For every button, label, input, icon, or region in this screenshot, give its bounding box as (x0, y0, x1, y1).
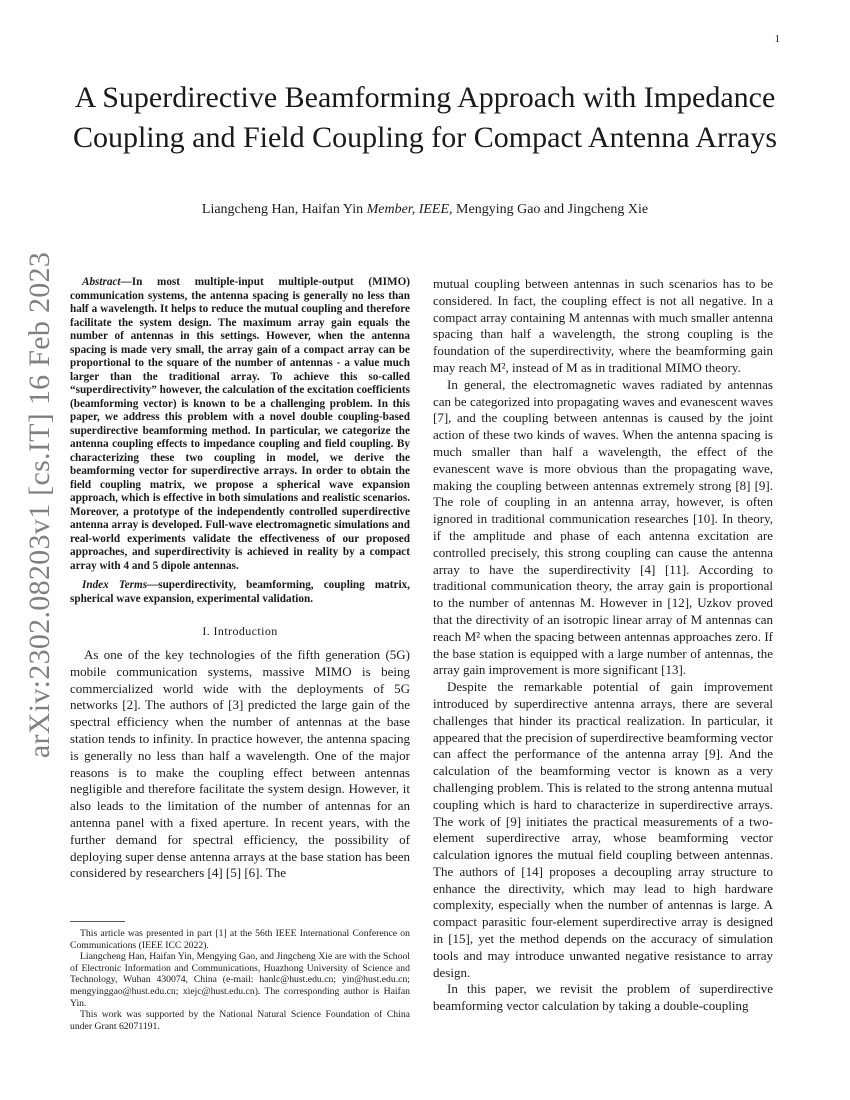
paper-title: A Superdirective Beamforming Approach with Impedance Coupling and Field Coupling for Compact Antenna Arrays (72, 81, 778, 154)
footnotes (70, 928, 410, 1032)
authors-part1: Liangcheng Han, Haifan Yin (201, 202, 367, 217)
author-membership: Member, IEEE (366, 202, 450, 217)
body-paragraph-4: In this paper, we revisit the problem of superdirective beamforming vector calculation by taking a double-coupling (433, 981, 773, 1014)
left-column (70, 276, 410, 882)
arxiv-identifier (20, 251, 60, 759)
index-terms (70, 579, 410, 606)
abstract (70, 276, 410, 573)
footnote-affiliations: Liangcheng Han, Haifan Yin, Mengying Gao, and Jingcheng Xie are with the School of Electronic Information and Communications, Huazhong University of Science and Technology, Wuhan 430074, China (e-mail: hanlc@hust.edu.cn; yin@hust.edu.cn; mengyinggao@hust.edu.cn; xiejc@hust.edu.cn). The corresponding author is Haifan Yin. (70, 951, 410, 1009)
body-paragraph-1: mutual coupling between antennas in such scenarios has to be considered. In fact, the coupling effect is not all negative. In a compact array containing M antennas with much smaller antenna spacing than half a wavelength, the strong coupling is the foundation of the superdirectivity, where the beamforming gain may reach M², instead of M as in traditional MIMO theory. (433, 276, 773, 375)
footnote-funding: This work was supported by the National Natural Science Foundation of China under Grant 62071191. (70, 1009, 410, 1032)
body-paragraph-2: In general, the electromagnetic waves radiated by antennas can be categorized into propagating waves and evanescent waves [7], and the coupling between antennas is caused by the joint action of these two kinds of waves. When the antenna spacing is much smaller than half a wavelength, the effect of the evanescent wave is more obvious than the propagating wave, making the coupling between antennas extremely strong [8] [9]. The role of coupling in an antenna array, however, is often ignored in traditional communication researches [10]. In theory, if the amplitude and phase of each antenna excitation are controlled precisely, this strong coupling can cause the antenna array to have the superdirectivity [4] [11]. According to traditional communication theory, the array gain is proportional to the number of antennas M. However in [12], Uzkov proved that the directivity of an isotropic linear array of M antennas can reach M² when the spacing between antennas approaches zero. If the base station is equipped with a large number of antennas, the array gain improvement is more significant [13]. (433, 376, 773, 678)
authors-part2: , Mengying Gao and Jingcheng Xie (449, 202, 649, 217)
index-terms-label: Index Terms (82, 579, 148, 591)
body-paragraph-3: Despite the remarkable potential of gain improvement introduced by superdirective antenna arrays, there are several challenges that hinder its practical realization. In particular, it appeared that the precision of superdirective beamforming vector can affect the performance of the antenna array [9]. And the calculation of the beamforming vector is known as a very challenging problem. This is related to the strong antenna mutual coupling which is hard to characterize in superdirective arrays. The work of [9] initiates the practical measurements of a two-element superdirective array, whose beamforming vector calculation ignores the mutual field coupling between antennas. The authors of [14] proposes a decoupling array structure to enhance the directivity, which may lead to high hardware complexity, especially when the number of antennas is large. A compact parasitic four-element superdirective array is designed in [15], yet the method depends on the accuracy of simulation tools and may introduce unwanted negative resistance to array design. (433, 679, 773, 980)
intro-paragraph: As one of the key technologies of the fifth generation (5G) mobile communication systems, massive MIMO is being commercialized world wide with the deployments of 5G networks [2]. The authors of [3] predicted the large gain of the spectral efficiency when the number of antennas at the base station tends to infinity. In practice however, the antenna spacing is generally no less than half a wavelength. One of the major reasons is to make the coupling effect between antennas negligible and therefore facilitate the system design. However, it also leads to the limitation of the number of antennas for an antenna panel with a fixed aperture. In recent years, with the further demand for spectral efficiency, the possibility of deploying super dense antenna arrays at the base station has been considered by researchers [4] [5] [6]. The (70, 647, 410, 881)
abstract-text: —In most multiple-input multiple-output (MIMO) communication systems, the antenna spacing is generally no less than half a wavelength. It helps to reduce the mutual coupling and therefore facilitate the system design. The maximum array gain equals the number of antennas in this settings. However, when the antenna spacing is made very small, the array gain of a compact array can be proportional to the square of the number of antennas - a value much larger than the traditional array. To achieve this so-called “superdirectivity” however, the calculation of the excitation coefficients (beamforming vector) is known to be a challenging problem. In this paper, we address this problem with a novel double coupling-based superdirective beamforming method. In particular, we categorize the antenna coupling effects to impedance coupling and field coupling. By characterizing these two coupling in model, we derive the beamforming vector for superdirective arrays. In order to obtain the field coupling matrix, we propose a spherical wave expansion approach, which is effective in both simulations and realistic scenarios. Moreover, a prototype of the independently controlled superdirective antenna array is developed. Full-wave electromagnetic simulations and real-world experiments validate the effectiveness of our proposed approaches, and superdirectivity is achieved in reality by a compact array with 4 and 5 dipole antennas. (70, 276, 410, 572)
index-terms-text: —superdirectivity, beamforming, coupling matrix, spherical wave expansion, experimental validation. (70, 579, 410, 605)
footnote-divider (70, 921, 125, 922)
abstract-label: Abstract (82, 276, 121, 288)
footnote-presentation: This article was presented in part [1] at the 56th IEEE International Conference on Communications (IEEE ICC 2022). (70, 928, 410, 951)
author-line (70, 202, 780, 218)
right-column (433, 276, 773, 1015)
section-heading: I. Introduction (202, 624, 278, 638)
arxiv-identifier-text: arXiv:2302.08203v1 [cs.IT] 16 Feb 2023 (23, 251, 56, 759)
page-number: 1 (774, 33, 780, 45)
